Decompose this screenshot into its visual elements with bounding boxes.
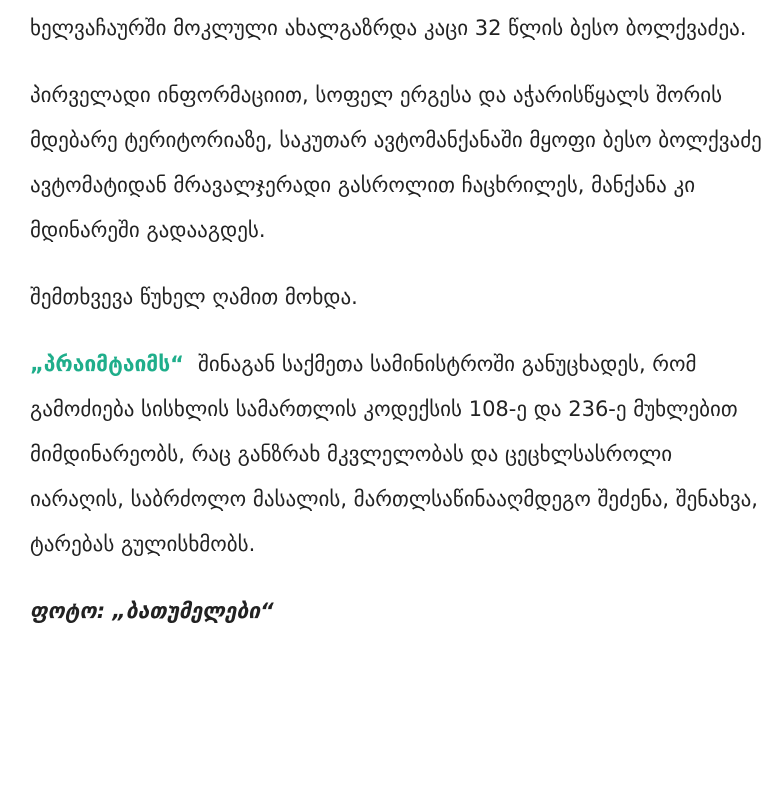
primetime-link[interactable]: „პრაიმტაიმს“ bbox=[30, 352, 184, 376]
paragraph-incident-details: პირველადი ინფორმაციით, სოფელ ერგესა და აჭარისწყალს შორის მდებარე ტერიტორიაზე, საკუთარ ავტომანქანაში მყოფი ბესო ბოლქვაძე ავტომატიდან მრავალჯერადი გასროლით ჩაცხრილეს, მანქანა კი მდინარეში გადააგდეს. bbox=[30, 83, 762, 242]
article-body bbox=[30, 6, 765, 656]
paragraph-ministry-statement bbox=[30, 342, 765, 567]
ministry-statement-text: შინაგან საქმეთა სამინისტროში განუცხადეს, რომ გამოძიება სისხლის სამართლის კოდექსის 108-ე და 236-ე მუხლებით მიმდინარეობს, რაც განზრახ მკვლელობას და ცეცხლსასროლი იარაღის, საბრძოლო მასალის, მართლსაწინააღმდეგო შეძენა, შენახვა, ტარებას გულისხმობს. bbox=[30, 352, 758, 556]
paragraph-victim-name: ხელვაჩაურში მოკლული ახალგაზრდა კაცი 32 წლის ბესო ბოლქვაძეა. bbox=[30, 16, 747, 40]
paragraph-incident-time: შემთხვევა წუხელ ღამით მოხდა. bbox=[30, 285, 358, 309]
photo-caption: ფოტო: „ბათუმელები“ bbox=[30, 599, 274, 623]
